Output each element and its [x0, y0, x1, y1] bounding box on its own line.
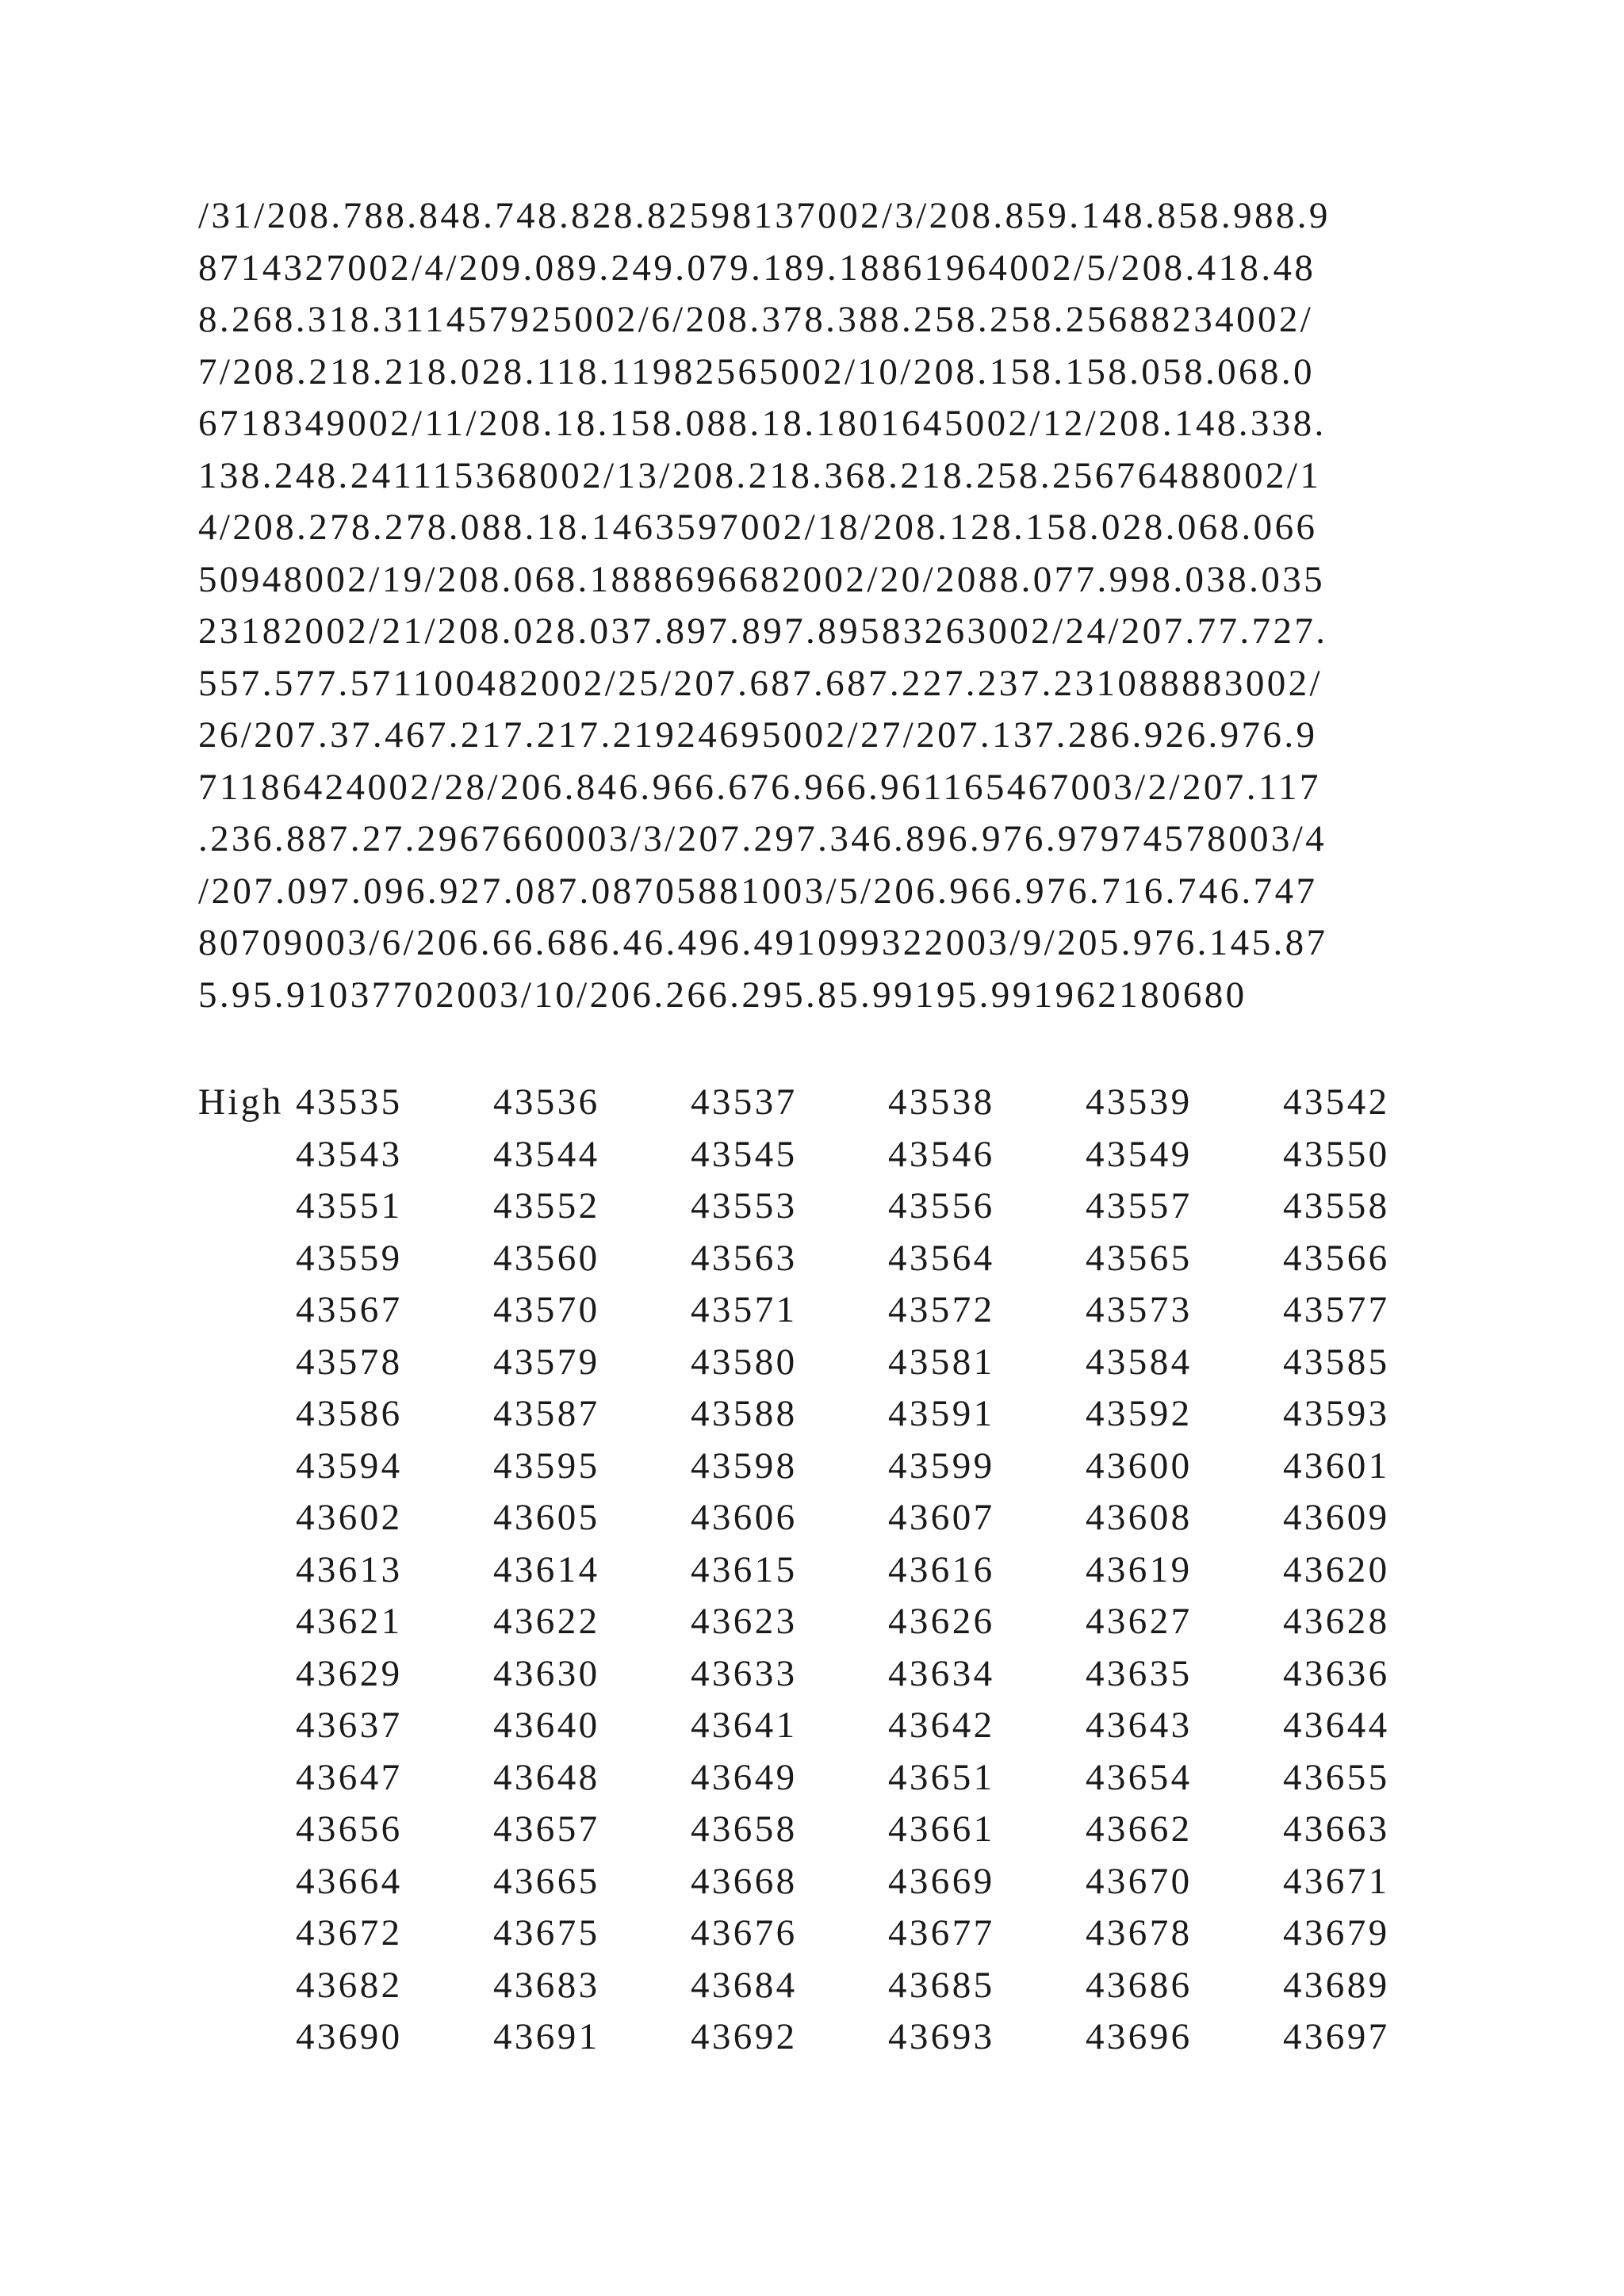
paragraph-line: 8714327002/4/209.089.249.079.189.18861964002/5/208.418.48 — [198, 247, 1316, 289]
table-cell: 43544 — [493, 1133, 600, 1175]
table-row — [198, 1856, 1435, 1908]
numeric-paragraph — [198, 190, 1435, 1021]
table-row — [198, 1544, 1435, 1597]
table-cell: 43684 — [691, 1964, 798, 2006]
paragraph-line: 23182002/21/208.028.037.897.897.89583263002/24/207.77.727. — [198, 610, 1328, 652]
table-cell: 43644 — [1283, 1705, 1390, 1746]
table-row — [198, 1492, 1435, 1544]
table-cell: 43598 — [691, 1445, 798, 1487]
table-cell: 43577 — [1283, 1289, 1390, 1330]
table-cell: 43641 — [691, 1705, 798, 1746]
table-row — [198, 1233, 1435, 1285]
table-cell: 43609 — [1283, 1497, 1390, 1538]
table-cell: 43570 — [493, 1289, 600, 1330]
table-row — [198, 1388, 1435, 1441]
table-cell: 43614 — [493, 1548, 600, 1590]
table-cell: 43621 — [296, 1601, 403, 1642]
table-row — [198, 1441, 1435, 1493]
table-cell: 43563 — [691, 1237, 798, 1279]
table-cell: 43662 — [1086, 1808, 1193, 1850]
table-cell: 43629 — [296, 1652, 403, 1694]
table-cell: 43607 — [888, 1497, 995, 1538]
table-cell: 43537 — [691, 1081, 798, 1123]
table-cell: 43649 — [691, 1756, 798, 1798]
table-cell: 43692 — [691, 2016, 798, 2057]
table-cell: 43672 — [296, 1912, 403, 1954]
table-row — [198, 1960, 1435, 2012]
table-cell: 43592 — [1086, 1393, 1193, 1434]
table-cell: 43627 — [1086, 1601, 1193, 1642]
table-cell: 43670 — [1086, 1860, 1193, 1902]
table-cell: 43620 — [1283, 1548, 1390, 1590]
table-cell: 43679 — [1283, 1912, 1390, 1954]
table-cell: 43690 — [296, 2016, 403, 2057]
table-cell: 43578 — [296, 1341, 403, 1383]
table-cell: 43538 — [888, 1081, 995, 1123]
table-cell: 43602 — [296, 1497, 403, 1538]
paragraph-line: 5.95.91037702003/10/206.266.295.85.99195.991962180680 — [198, 974, 1247, 1016]
table-cell: 43628 — [1283, 1601, 1390, 1642]
table-row — [198, 1752, 1435, 1804]
table-cell: 43605 — [493, 1497, 600, 1538]
table-row — [198, 1129, 1435, 1181]
table-cell: 43595 — [493, 1445, 600, 1487]
table-cell: 43647 — [296, 1756, 403, 1798]
table-cell: 43686 — [1086, 1964, 1193, 2006]
paragraph-line: .236.887.27.2967660003/3/207.297.346.896.976.97974578003/4 — [198, 818, 1327, 859]
table-cell: 43560 — [493, 1237, 600, 1279]
table-cell: 43542 — [1283, 1081, 1390, 1123]
table-cell: 43661 — [888, 1808, 995, 1850]
table-cell: 43557 — [1086, 1185, 1193, 1226]
table-cell: 43683 — [493, 1964, 600, 2006]
paragraph-line: 7/208.218.218.028.118.11982565002/10/208.158.158.058.068.0 — [198, 350, 1315, 392]
table-cell: 43573 — [1086, 1289, 1193, 1330]
table-cell: 43648 — [493, 1756, 600, 1798]
table-row — [198, 1596, 1435, 1648]
paragraph-line: 8.268.318.311457925002/6/208.378.388.258.258.25688234002/ — [198, 299, 1314, 340]
table-row — [198, 1284, 1435, 1337]
table-cell: 43594 — [296, 1445, 403, 1487]
table-cell: 43581 — [888, 1341, 995, 1383]
table-row — [198, 1181, 1435, 1233]
table-cell: 43658 — [691, 1808, 798, 1850]
table-cell: 43558 — [1283, 1185, 1390, 1226]
table-cell: 43697 — [1283, 2016, 1390, 2057]
table-cell: 43651 — [888, 1756, 995, 1798]
table-cell: 43559 — [296, 1237, 403, 1279]
table-cell: 43564 — [888, 1237, 995, 1279]
table-cell: 43656 — [296, 1808, 403, 1850]
high-values-table — [198, 1077, 1435, 2064]
table-cell: 43571 — [691, 1289, 798, 1330]
table-row — [198, 1700, 1435, 1752]
table-cell: 43678 — [1086, 1912, 1193, 1954]
table-cell: 43580 — [691, 1341, 798, 1383]
table-cell: 43572 — [888, 1289, 995, 1330]
table-cell: 43675 — [493, 1912, 600, 1954]
table-cell: 43585 — [1283, 1341, 1390, 1383]
table-cell: 43669 — [888, 1860, 995, 1902]
table-cell: 43550 — [1283, 1133, 1390, 1175]
table-row — [198, 2011, 1435, 2064]
table-cell: 43691 — [493, 2016, 600, 2057]
paragraph-line: /207.097.096.927.087.08705881003/5/206.966.976.716.746.747 — [198, 870, 1318, 912]
table-cell: 43677 — [888, 1912, 995, 1954]
table-cell: 43696 — [1086, 2016, 1193, 2057]
table-cell: 43689 — [1283, 1964, 1390, 2006]
table-cell: 43584 — [1086, 1341, 1193, 1383]
table-cell: 43657 — [493, 1808, 600, 1850]
table-cell: 43593 — [1283, 1393, 1390, 1434]
table-cell: 43606 — [691, 1497, 798, 1538]
table-cell: 43682 — [296, 1964, 403, 2006]
table-cell: 43601 — [1283, 1445, 1390, 1487]
table-cell: 43654 — [1086, 1756, 1193, 1798]
table-cell: 43549 — [1086, 1133, 1193, 1175]
table-cell: 43640 — [493, 1705, 600, 1746]
table-cell: 43655 — [1283, 1756, 1390, 1798]
table-cell: 43600 — [1086, 1445, 1193, 1487]
table-cell: 43615 — [691, 1548, 798, 1590]
paragraph-line: /31/208.788.848.748.828.82598137002/3/208.859.148.858.988.9 — [198, 195, 1331, 236]
table-cell: 43553 — [691, 1185, 798, 1226]
table-cell: 43668 — [691, 1860, 798, 1902]
table-cell: 43599 — [888, 1445, 995, 1487]
table-cell: 43551 — [296, 1185, 403, 1226]
paragraph-line: 26/207.37.467.217.217.21924695002/27/207.137.286.926.976.9 — [198, 714, 1318, 756]
table-cell: 43676 — [691, 1912, 798, 1954]
row-label: High — [198, 1081, 284, 1123]
table-cell: 43535 — [296, 1081, 403, 1123]
table-cell: 43587 — [493, 1393, 600, 1434]
table-cell: 43664 — [296, 1860, 403, 1902]
table-cell: 43613 — [296, 1548, 403, 1590]
table-cell: 43643 — [1086, 1705, 1193, 1746]
table-row — [198, 1077, 1435, 1129]
table-cell: 43552 — [493, 1185, 600, 1226]
table-cell: 43545 — [691, 1133, 798, 1175]
table-cell: 43637 — [296, 1705, 403, 1746]
table-cell: 43623 — [691, 1601, 798, 1642]
table-cell: 43567 — [296, 1289, 403, 1330]
table-cell: 43626 — [888, 1601, 995, 1642]
table-row — [198, 1908, 1435, 1960]
paragraph-line: 6718349002/11/208.18.158.088.18.1801645002/12/208.148.338. — [198, 403, 1327, 444]
table-cell: 43536 — [493, 1081, 600, 1123]
table-row — [198, 1804, 1435, 1856]
table-cell: 43565 — [1086, 1237, 1193, 1279]
table-cell: 43622 — [493, 1601, 600, 1642]
table-cell: 43543 — [296, 1133, 403, 1175]
table-cell: 43588 — [691, 1393, 798, 1434]
table-row — [198, 1648, 1435, 1701]
table-cell: 43663 — [1283, 1808, 1390, 1850]
table-cell: 43634 — [888, 1652, 995, 1694]
paragraph-line: 71186424002/28/206.846.966.676.966.961165467003/2/207.117 — [198, 766, 1321, 808]
table-row — [198, 1337, 1435, 1389]
paragraph-line: 138.248.241115368002/13/208.218.368.218.258.25676488002/1 — [198, 454, 1322, 496]
paragraph-line: 4/208.278.278.088.18.1463597002/18/208.128.158.028.068.066 — [198, 507, 1318, 548]
table-cell: 43633 — [691, 1652, 798, 1694]
table-cell: 43556 — [888, 1185, 995, 1226]
table-cell: 43586 — [296, 1393, 403, 1434]
table-cell: 43635 — [1086, 1652, 1193, 1694]
table-cell: 43546 — [888, 1133, 995, 1175]
paragraph-line: 557.577.571100482002/25/207.687.687.227.237.231088883002/ — [198, 662, 1323, 704]
table-cell: 43566 — [1283, 1237, 1390, 1279]
table-cell: 43685 — [888, 1964, 995, 2006]
table-cell: 43539 — [1086, 1081, 1193, 1123]
paragraph-line: 50948002/19/208.068.1888696682002/20/2088.077.998.038.035 — [198, 558, 1326, 600]
table-cell: 43693 — [888, 2016, 995, 2057]
table-cell: 43591 — [888, 1393, 995, 1434]
table-cell: 43616 — [888, 1548, 995, 1590]
table-cell: 43619 — [1086, 1548, 1193, 1590]
paragraph-line: 80709003/6/206.66.686.46.496.491099322003/9/205.976.145.87 — [198, 922, 1328, 963]
table-cell: 43671 — [1283, 1860, 1390, 1902]
table-cell: 43665 — [493, 1860, 600, 1902]
table-cell: 43630 — [493, 1652, 600, 1694]
table-cell: 43642 — [888, 1705, 995, 1746]
table-cell: 43608 — [1086, 1497, 1193, 1538]
table-cell: 43579 — [493, 1341, 600, 1383]
table-cell: 43636 — [1283, 1652, 1390, 1694]
